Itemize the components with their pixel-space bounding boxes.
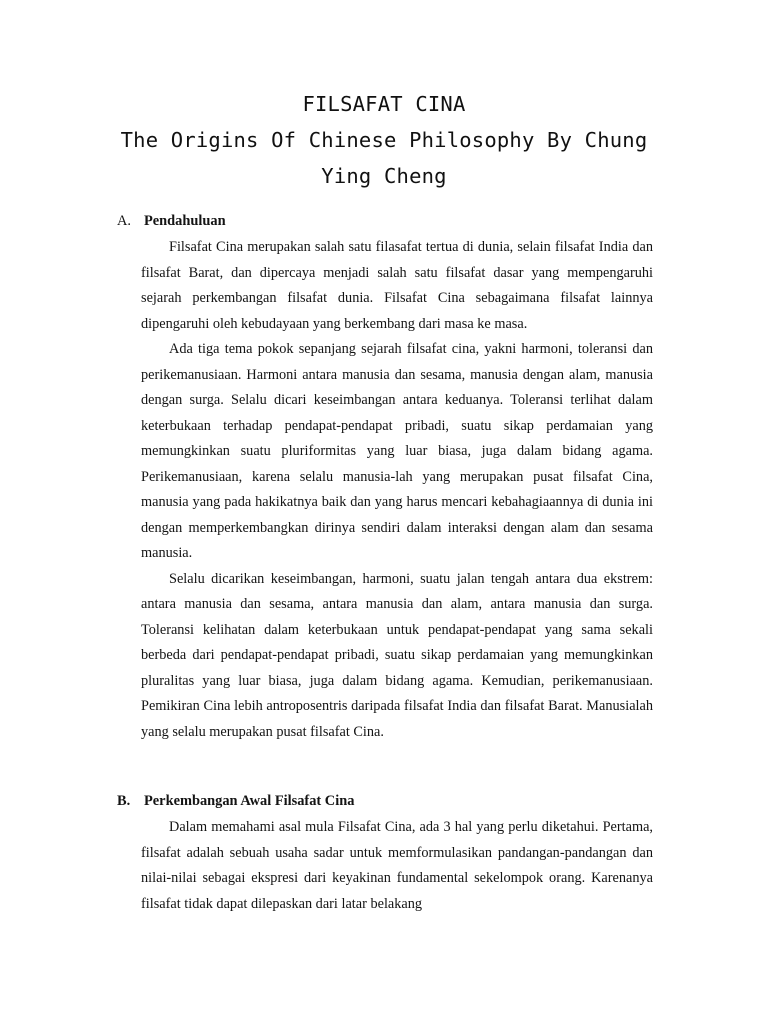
section-heading xyxy=(117,792,653,810)
section-letter: B. xyxy=(117,793,131,809)
section-heading-text: Perkembangan Awal Filsafat Cina xyxy=(144,793,355,809)
title-line-3: Ying Cheng xyxy=(321,164,447,188)
paragraph: Dalam memahami asal mula Filsafat Cina, ada 3 hal yang perlu diketahui. Pertama, filsafat adalah sebuah usaha sadar untuk memformulasikan pandangan-pandangan dan nilai-nilai sebagai ekspresi dari keyakinan fundamental sekelompok orang. Karenanya filsafat tidak dapat dilepaskan dari latar belakang xyxy=(141,819,653,912)
paragraph: Ada tiga tema pokok sepanjang sejarah filsafat cina, yakni harmoni, toleransi dan perikemanusiaan. Harmoni antara manusia dan sesama, manusia dengan alam, manusia dengan surga. Selalu dicari keseimbangan antara keduanya. Toleransi terlihat dalam keterbukaan terhadap pendapat-pendapat pribadi, suatu sikap perdamaian yang memungkinkan suatu pluriformitas yang luar biasa, juga dalam bidang agama. Perikemanusiaan, karena selalu manusia-lah yang merupakan pusat filsafat Cina, manusia yang pada hakikatnya baik dan yang harus mencari kebahagiaannya di dunia ini dengan memperkembangkan dirinya sendiri dalam interaksi dengan alam dan sesama manusia. xyxy=(141,341,653,561)
title-line-2: The Origins Of Chinese Philosophy By Chung xyxy=(120,128,648,152)
section-heading xyxy=(117,212,653,230)
section-body xyxy=(141,815,653,917)
document-title xyxy=(90,86,678,194)
section-letter: A. xyxy=(117,213,131,229)
section-heading-text: Pendahuluan xyxy=(144,213,226,229)
section-pendahuluan xyxy=(117,212,653,745)
paragraph: Filsafat Cina merupakan salah satu filasafat tertua di dunia, selain filsafat India dan filsafat Barat, dan dipercaya menjadi salah satu filsafat dasar yang mempengaruhi sejarah perkembangan filsafat dunia. Filsafat Cina sebagaimana filsafat lainnya dipengaruhi oleh kebudayaan yang berkembang dari masa ke masa. xyxy=(141,239,653,332)
section-perkembangan-awal xyxy=(117,792,653,917)
paragraph: Selalu dicarikan keseimbangan, harmoni, suatu jalan tengah antara dua ekstrem: antara manusia dan sesama, antara manusia dan alam, antara manusia dan surga. Toleransi kelihatan dalam keterbukaan untuk pendapat-pendapat yang sama sekali berbeda dari pendapat-pendapat pribadi, suatu sikap perdamaian yang memungkinkan pluralitas yang luar biasa, juga dalam bidang agama. Kemudian, perikemanusiaan. Pemikiran Cina lebih antroposentris daripada filsafat India dan filsafat Barat. Manusialah yang selalu merupakan pusat filsafat Cina. xyxy=(141,570,653,740)
section-body xyxy=(141,235,653,745)
title-line-1: FILSAFAT CINA xyxy=(302,92,466,116)
